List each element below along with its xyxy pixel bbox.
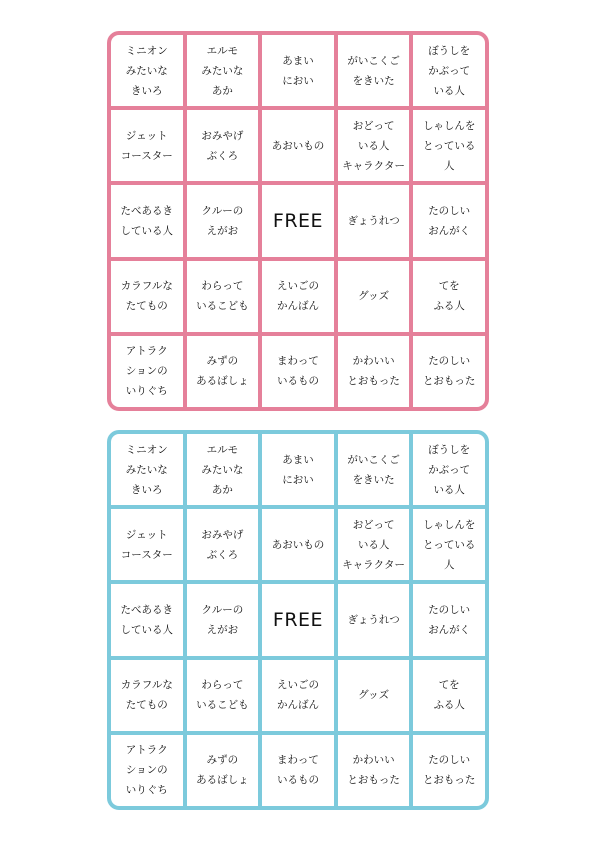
bingo-card-pink — [107, 31, 489, 411]
bingo-cell[interactable]: てを ふる人 — [413, 660, 485, 731]
bingo-cell[interactable]: おみやげ ぶくろ — [187, 110, 259, 181]
bingo-cell[interactable]: カラフルな たてもの — [111, 660, 183, 731]
bingo-cell[interactable]: たべあるき している人 — [111, 584, 183, 655]
bingo-cell[interactable]: グッズ — [338, 660, 410, 731]
bingo-cell[interactable]: がいこくご をきいた — [338, 434, 410, 505]
bingo-cell[interactable]: あまい におい — [262, 434, 334, 505]
bingo-cell[interactable]: ジェット コースター — [111, 509, 183, 580]
bingo-cell[interactable]: あおいもの — [262, 509, 334, 580]
bingo-cell[interactable]: あおいもの — [262, 110, 334, 181]
free-space-cell[interactable]: FREE — [262, 185, 334, 256]
bingo-cell[interactable]: まわって いるもの — [262, 735, 334, 806]
bingo-cell[interactable]: ジェット コースター — [111, 110, 183, 181]
bingo-cell[interactable]: がいこくご をきいた — [338, 35, 410, 106]
bingo-cell[interactable]: グッズ — [338, 261, 410, 332]
bingo-cell[interactable]: エルモ みたいな あか — [187, 35, 259, 106]
bingo-cell[interactable]: おどって いる人 キャラクター — [338, 110, 410, 181]
bingo-cell[interactable]: クルーの えがお — [187, 185, 259, 256]
bingo-cell[interactable]: たべあるき している人 — [111, 185, 183, 256]
bingo-cell[interactable]: わらって いるこども — [187, 660, 259, 731]
bingo-cell[interactable]: えいごの かんばん — [262, 261, 334, 332]
bingo-cell[interactable]: みずの あるばしょ — [187, 735, 259, 806]
bingo-cell[interactable]: クルーの えがお — [187, 584, 259, 655]
bingo-cell[interactable]: てを ふる人 — [413, 261, 485, 332]
bingo-cell[interactable]: ぎょうれつ — [338, 584, 410, 655]
bingo-cell[interactable]: ミニオン みたいな きいろ — [111, 35, 183, 106]
bingo-cell[interactable]: たのしい とおもった — [413, 735, 485, 806]
bingo-cell[interactable]: わらって いるこども — [187, 261, 259, 332]
bingo-cell[interactable]: おどって いる人 キャラクター — [338, 509, 410, 580]
bingo-card-blue — [107, 430, 489, 810]
bingo-cell[interactable]: しゃしんを とっている 人 — [413, 110, 485, 181]
bingo-cell[interactable]: あまい におい — [262, 35, 334, 106]
bingo-cell[interactable]: アトラク ションの いりぐち — [111, 735, 183, 806]
bingo-cell[interactable]: ぼうしを かぶって いる人 — [413, 434, 485, 505]
free-space-cell[interactable]: FREE — [262, 584, 334, 655]
bingo-cell[interactable]: たのしい おんがく — [413, 584, 485, 655]
bingo-cell[interactable]: ぎょうれつ — [338, 185, 410, 256]
bingo-cell[interactable]: みずの あるばしょ — [187, 336, 259, 407]
bingo-cell[interactable]: カラフルな たてもの — [111, 261, 183, 332]
bingo-cell[interactable]: エルモ みたいな あか — [187, 434, 259, 505]
bingo-cell[interactable]: たのしい おんがく — [413, 185, 485, 256]
bingo-cell[interactable]: かわいい とおもった — [338, 336, 410, 407]
bingo-cell[interactable]: かわいい とおもった — [338, 735, 410, 806]
bingo-cell[interactable]: ミニオン みたいな きいろ — [111, 434, 183, 505]
bingo-cell[interactable]: えいごの かんばん — [262, 660, 334, 731]
bingo-cell[interactable]: おみやげ ぶくろ — [187, 509, 259, 580]
bingo-cell[interactable]: たのしい とおもった — [413, 336, 485, 407]
bingo-cell[interactable]: アトラク ションの いりぐち — [111, 336, 183, 407]
bingo-cell[interactable]: しゃしんを とっている 人 — [413, 509, 485, 580]
bingo-cell[interactable]: ぼうしを かぶって いる人 — [413, 35, 485, 106]
bingo-cell[interactable]: まわって いるもの — [262, 336, 334, 407]
